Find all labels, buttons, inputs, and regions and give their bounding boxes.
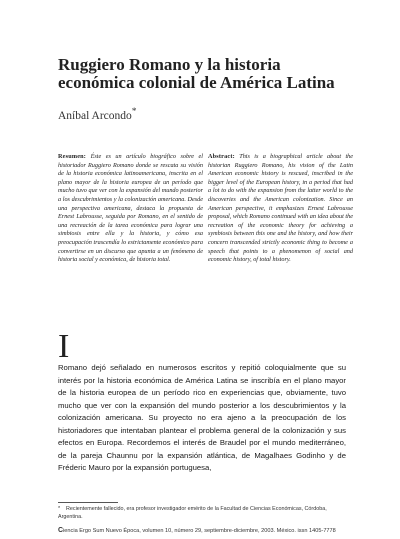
body-paragraph: Romano dejó señalado en numerosos escritos y repitió coloquialmente que su interés por la historia económica de América Latina se inscribía en el plano mayor de la historia europea de un período rico en experiencias que, obviamente, tuvo mucho que ver con la expansión del mundo posterior a los descubrimientos y la colonización americana. Su proyecto no era ajeno a la preocupación de los historiadores que intentaban plantear el problema general de la colonización y sus efectos en Europa. Recordemos el interés de Braudel por el mundo mediterráneo, de la pareja Chaunnu por la expansión atlántica, de Magalhaes Godinho y de Fréderic Mauro por la expansión portuguesa, <box>58 363 346 472</box>
article-title: Ruggiero Romano y la historia económica colonial de América Latina <box>58 55 335 92</box>
footnote-mark: * <box>58 506 61 512</box>
author-line <box>58 106 137 122</box>
abstract-english-label: Abstract: <box>208 153 235 160</box>
drop-cap: I <box>58 328 70 365</box>
journal-logo: C <box>58 527 64 534</box>
abstract-spanish <box>58 153 203 265</box>
running-footer <box>58 527 358 534</box>
abstract-english-text: This is a biographical article about the historian Ruggiero Romano, his vision of the Latin American economic history is rescued, inscribed in the bigger level of the European history, in a period that had a lot to do with the expansion from the latter world to the discoveries and the American colonization. Since an American perspective, it emphasizes Ernest Labrousse proposal, which Romano continued with an idea about the recreation of the economic theory for achieving a symbiosis between this one and the history, and how their concern transcended strictly economic thing to become a speech that points to a phenomenon of social and economic history, of total history. <box>208 153 354 264</box>
footnote <box>58 506 346 521</box>
abstract-spanish-text: Éste es un artículo biográfico sobre el historiador Ruggiero Romano donde se rescata su visión de la historia económica latinoamericana, inscrita en el plano mayor de la historia europea de un período que mucho tuvo que ver con la expansión del mundo posterior a los descubrimientos y la colonización americana. Desde una perspectiva americana, destaca la propuesta de Ernest Labrousse, seguida por Romano, en el sentido de una recreación de la tarea económica para lograr una simbiosis entre ella y la historia, y cómo esa preocupación trascendía lo estrictamente económico para convertirse en un discurso que apunta a un fenómeno de historia social y económica, de historia total. <box>58 153 203 264</box>
abstract-spanish-label: Resumen: <box>58 153 87 160</box>
abstract-english <box>208 153 353 265</box>
footnote-text: Recientemente fallecido, era profesor investigador emérito de la Facultad de Ciencias Económicas, Córdoba, Argentina. <box>58 506 327 520</box>
journal-details: Nuevo Época, volumen 10, número 29, septiembre-diciembre, 2003. México. issn 1405-7778 <box>105 528 336 534</box>
author-name: Aníbal Arcondo <box>58 109 132 122</box>
journal-name: iencia Ergo Sum <box>63 528 105 534</box>
footnote-divider <box>58 502 118 503</box>
author-footnote-mark: * <box>131 106 137 117</box>
